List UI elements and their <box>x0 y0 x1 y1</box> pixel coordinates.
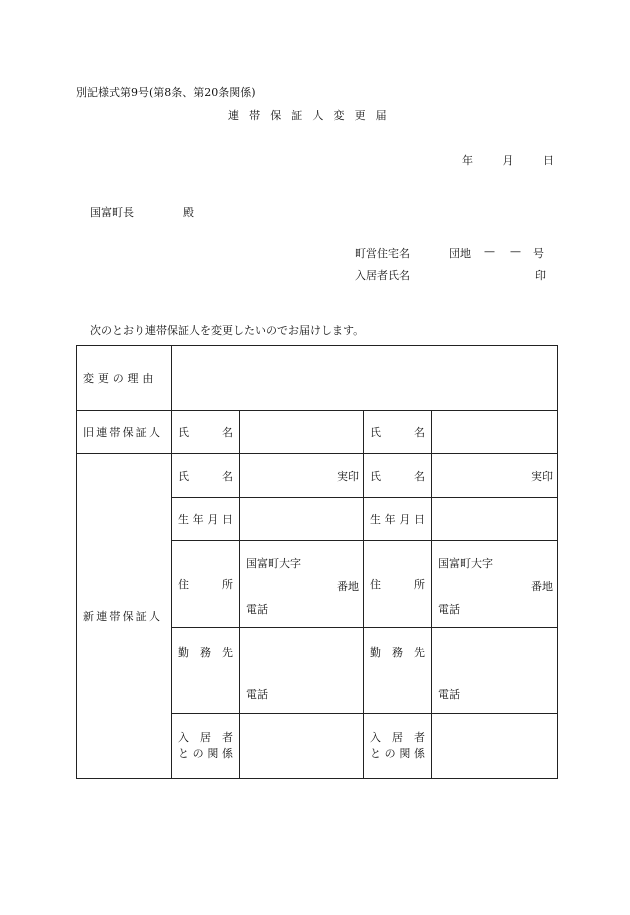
birthdate-label-cell <box>364 498 432 541</box>
label-char: 氏 <box>178 469 189 483</box>
banchi-label: 番地 <box>337 580 359 593</box>
old-guarantor-label: 旧連帯保証人 <box>77 411 172 454</box>
label-char: 務 <box>200 646 211 659</box>
phone-label: 電話 <box>246 603 268 616</box>
old-guarantor-name-field-1[interactable] <box>240 411 364 454</box>
birthdate-label-cell <box>172 498 240 541</box>
label-char: の <box>384 747 396 760</box>
year-label: 年 <box>462 154 473 167</box>
label-char: 居 <box>200 731 211 744</box>
resident-name-label: 入居者氏名 <box>355 269 410 282</box>
label-char: 者 <box>222 731 233 744</box>
phone-label: 電話 <box>246 688 268 701</box>
relation-field-1[interactable] <box>240 714 364 779</box>
guarantor-change-table <box>76 345 558 779</box>
name-label-cell <box>364 411 432 454</box>
workplace-label-cell <box>172 628 240 714</box>
label-char: 勤 <box>178 646 189 659</box>
phone-label: 電話 <box>438 603 460 616</box>
new-guarantor-name-field-2[interactable] <box>432 454 558 498</box>
seal-text: 実印 <box>531 469 553 483</box>
label-char: 住 <box>370 578 381 591</box>
label-char: 務 <box>392 646 403 659</box>
label-char: 年 <box>192 513 204 526</box>
addressee-honorific: 殿 <box>183 206 194 219</box>
form-number: 別記様式第9号(第8条、第20条関係) <box>76 86 256 99</box>
label-char: 日 <box>221 513 233 526</box>
day-label: 日 <box>543 154 554 167</box>
label-char: 所 <box>414 578 425 591</box>
label-char: 生 <box>178 513 189 526</box>
month-label: 月 <box>502 154 514 167</box>
label-char: 生 <box>370 513 381 526</box>
new-guarantor-name-row <box>77 454 558 498</box>
birthdate-field-2[interactable] <box>432 498 558 541</box>
seal-text: 実印 <box>337 469 359 483</box>
label-char: 関 <box>207 747 219 760</box>
danchi-label: 団地 <box>449 247 471 260</box>
label-char: と <box>178 747 189 760</box>
reason-row <box>77 346 558 411</box>
birthdate-field-1[interactable] <box>240 498 364 541</box>
workplace-label-cell <box>364 628 432 714</box>
label-char: 日 <box>413 513 425 526</box>
label-char: 係 <box>221 747 233 760</box>
label-char: 氏 <box>178 426 189 439</box>
label-char: 名 <box>222 469 233 483</box>
new-guarantor-label: 新連帯保証人 <box>77 454 172 779</box>
label-char: 先 <box>414 646 425 659</box>
intro-text: 次のとおり連帯保証人を変更したいのでお届けします。 <box>90 324 365 337</box>
new-guarantor-name-field-1[interactable] <box>240 454 364 498</box>
name-label-cell <box>172 454 240 498</box>
label-char: 月 <box>207 513 219 526</box>
label-char: 所 <box>222 578 233 591</box>
address-label-cell <box>364 541 432 628</box>
label-char: 名 <box>414 426 425 439</box>
go-label: 号 <box>533 247 544 260</box>
seal-label: 印 <box>535 269 546 282</box>
relation-field-2[interactable] <box>432 714 558 779</box>
reason-field[interactable] <box>172 346 558 411</box>
label-char: 勤 <box>370 646 381 659</box>
housing-name-label: 町営住宅名 <box>355 247 410 260</box>
reason-label: 変更の理由 <box>77 346 172 411</box>
banchi-label: 番地 <box>531 580 553 593</box>
label-char: 年 <box>384 513 396 526</box>
dash-separator: — <box>484 245 495 258</box>
old-guarantor-name-field-2[interactable] <box>432 411 558 454</box>
workplace-field-2[interactable] <box>432 628 558 714</box>
label-char: 関 <box>399 747 411 760</box>
label-char: と <box>370 747 381 760</box>
label-char: 住 <box>178 578 189 591</box>
relation-label-cell <box>172 714 240 779</box>
relation-label-cell <box>364 714 432 779</box>
document-title: 連 帯 保 証 人 変 更 届 <box>228 109 390 122</box>
dash-separator: — <box>510 245 521 258</box>
old-guarantor-row <box>77 411 558 454</box>
label-char: 先 <box>222 646 233 659</box>
name-label-cell <box>364 454 432 498</box>
label-char: 入 <box>178 731 189 744</box>
workplace-field-1[interactable] <box>240 628 364 714</box>
label-char: 名 <box>414 469 425 483</box>
address-prefix: 国富町大字 <box>246 557 301 570</box>
address-label-cell <box>172 541 240 628</box>
label-char: 入 <box>370 731 381 744</box>
address-field-1[interactable] <box>240 541 364 628</box>
label-char: 氏 <box>370 426 381 439</box>
label-char: 係 <box>413 747 425 760</box>
address-prefix: 国富町大字 <box>438 557 493 570</box>
label-char: 月 <box>399 513 411 526</box>
name-label-cell <box>172 411 240 454</box>
date-line <box>462 152 554 168</box>
addressee-name: 国富町長 <box>90 206 134 219</box>
label-char: 居 <box>392 731 403 744</box>
label-char: 者 <box>414 731 425 744</box>
address-field-2[interactable] <box>432 541 558 628</box>
label-char: の <box>192 747 204 760</box>
label-char: 名 <box>222 426 233 439</box>
phone-label: 電話 <box>438 688 460 701</box>
label-char: 氏 <box>370 469 381 483</box>
